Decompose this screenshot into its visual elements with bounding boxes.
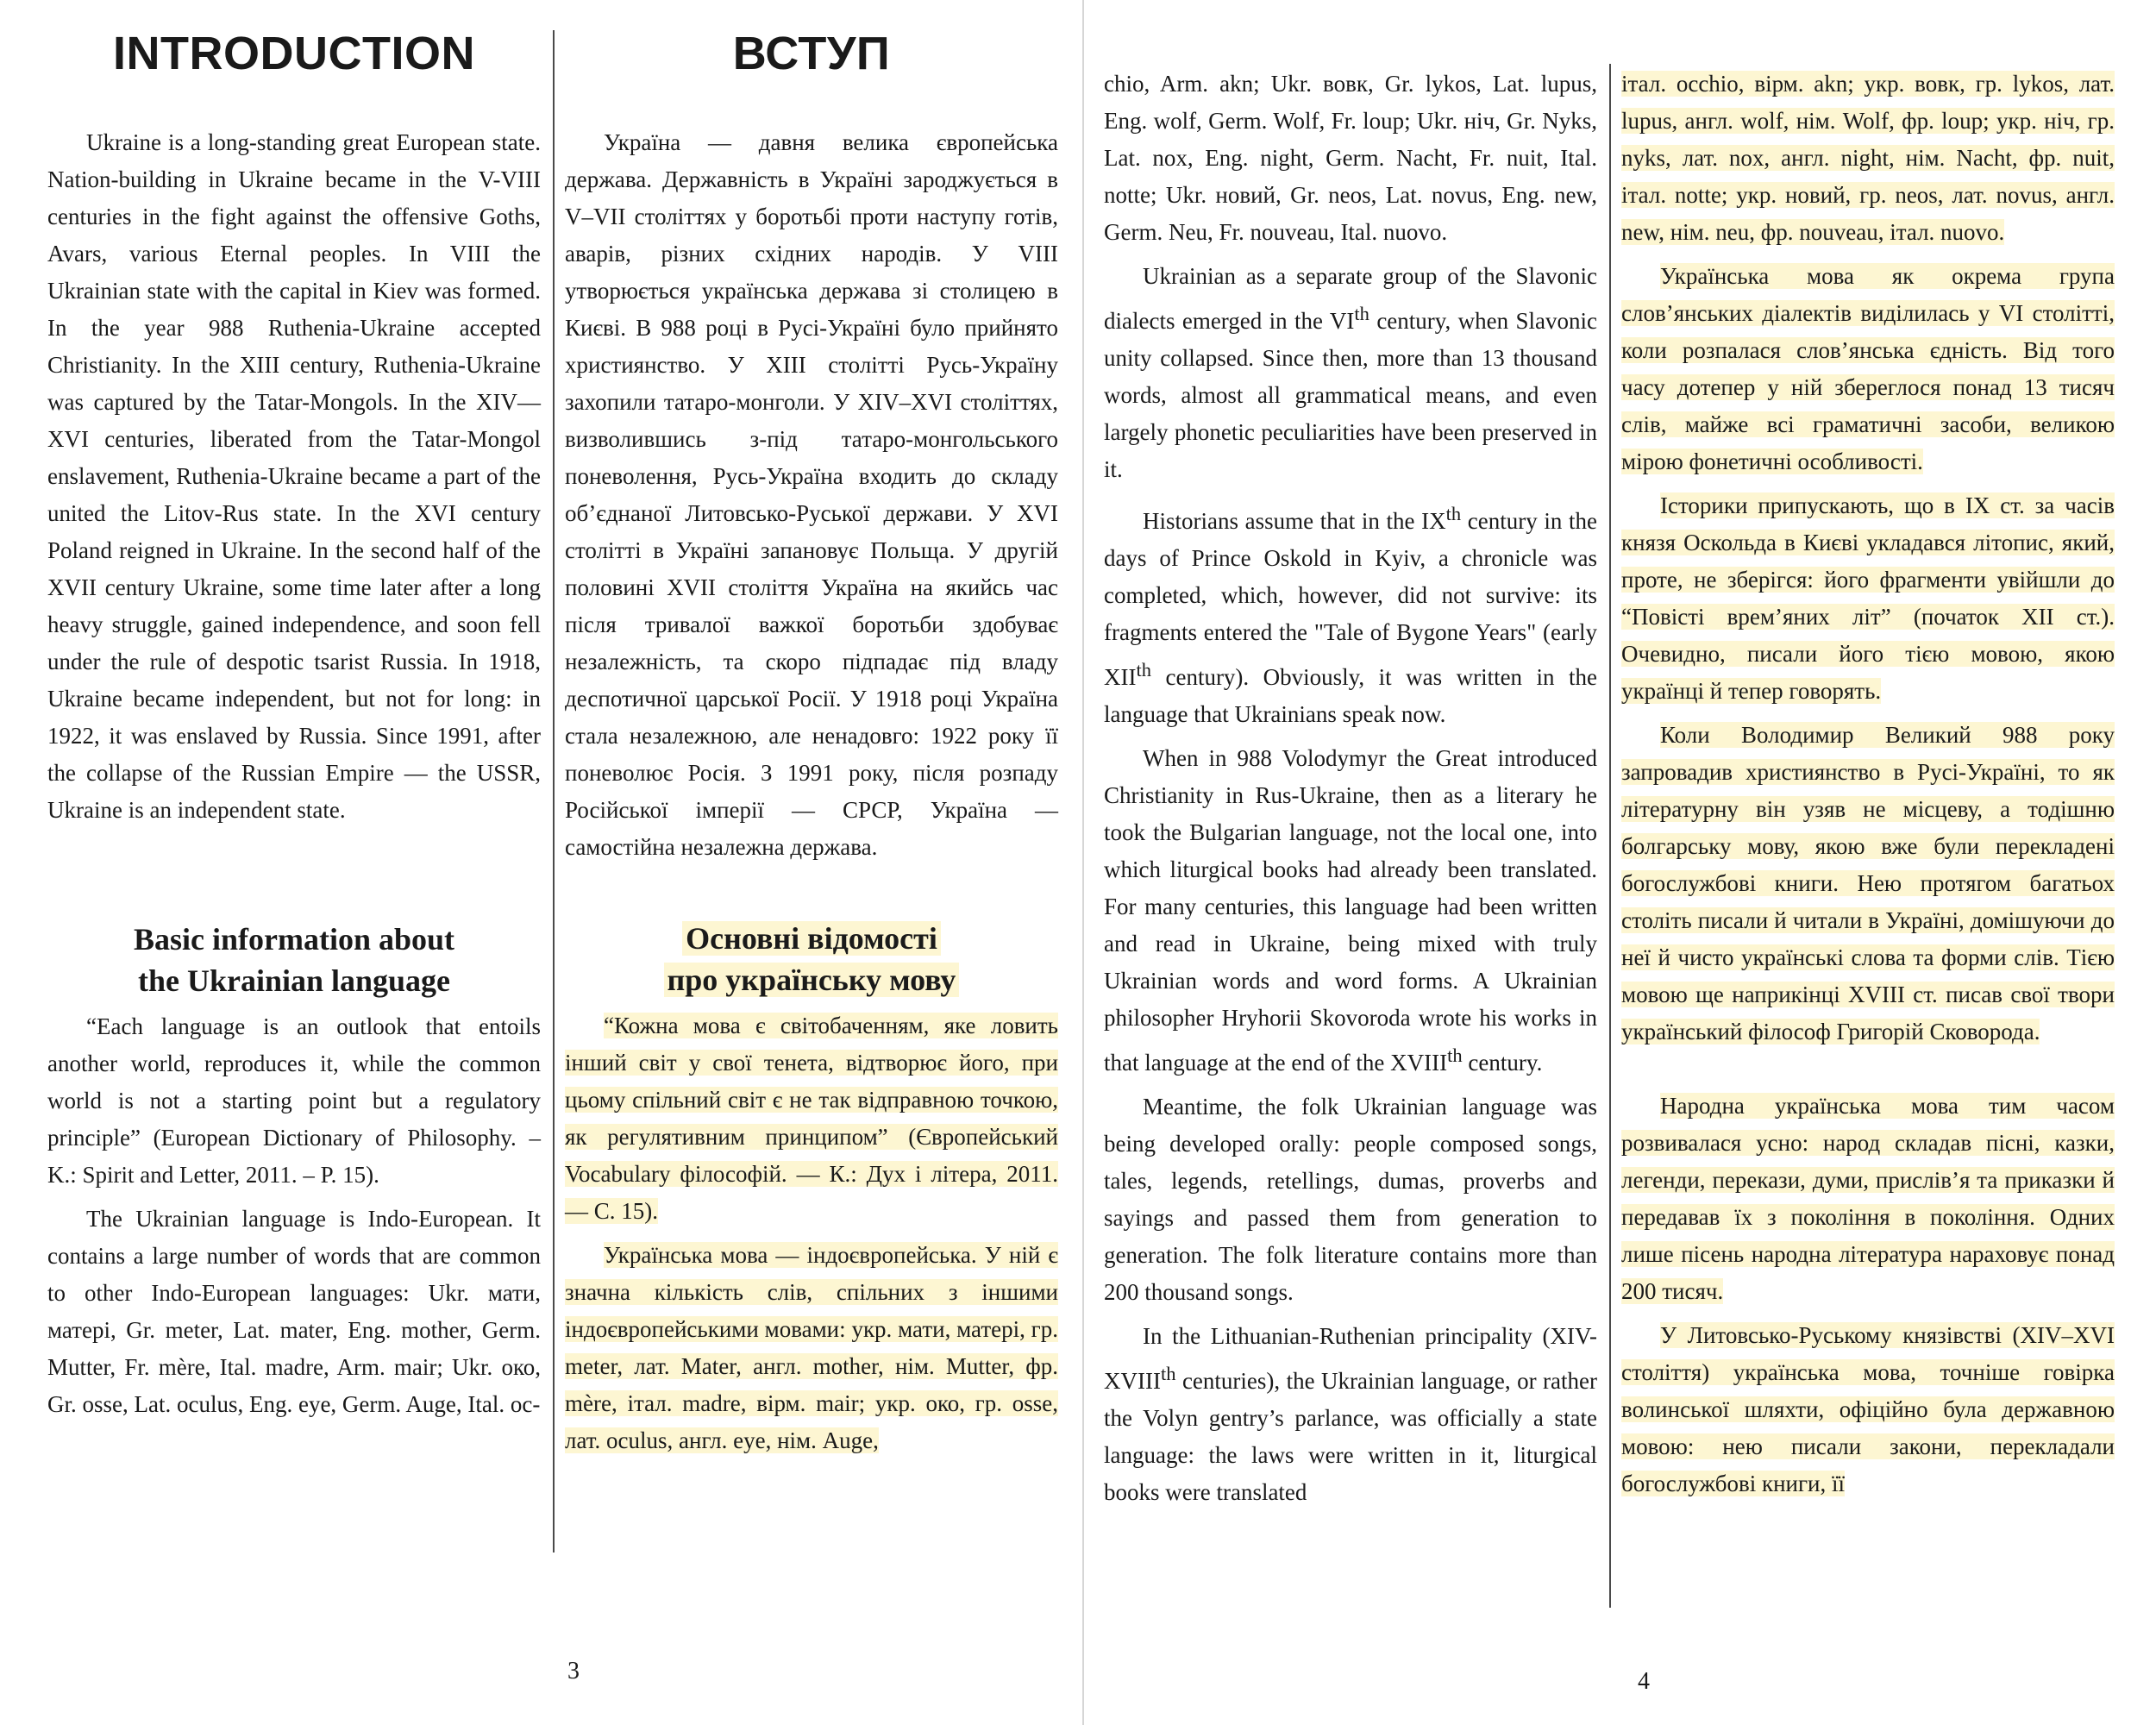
left-english-column	[47, 28, 541, 1423]
page-number-right: 4	[1638, 1668, 1650, 1695]
page-number-left: 3	[567, 1658, 580, 1684]
right-ukrainian-column	[1621, 66, 2115, 1502]
vstup-heading: ВСТУП	[732, 28, 891, 79]
slavonic-paragraph-uk: Українська мова як окрема група слов’янських діалектів виділилась у VI столітті, коли розпалася слов’янська єдність. Від того часу дотепер у ній збереглося понад 13 тисяч слів, майже всі граматичні засоби, великою мірою фонетичні особливості.	[1621, 263, 2115, 474]
quote-paragraph-uk: “Кожна мова є світобаченням, яке ловить інший світ у свої тенета, відтворює його, при цьому спільний світ є не так відправною точкою, як регулятивним принципом” (Європейський Vocabulary філософій. — К.: Дух і літера, 2011. — С. 15).	[565, 1013, 1058, 1224]
right-english-column	[1104, 66, 1597, 1511]
lithuanian-paragraph-en: In the Lithuanian-Ruthenian principality (XIV-XVIIIth centuries), the Ukrainian language, or rather the Volyn gentry’s parlance, was officially a state language: the laws were written in it, liturgical books were translated	[1104, 1323, 1597, 1505]
folk-paragraph-uk: Народна українська мова тим часом розвивалася усно: народ складав пісні, казки, легенди, перекази, думи, прислів’я та приказки й передавав їх з покоління в покоління. Одних лише пісень народна література нараховує понад 200 тисяч.	[1621, 1093, 2115, 1304]
book-spine	[1082, 0, 1084, 1725]
quote-paragraph-en: “Each language is an outlook that entoils another world, reproduces it, while the common world is not a starting point but a regulatory principle” (European Dictionary of Philosophy. – K.: Spirit and Letter, 2011. – P. 15).	[47, 1013, 541, 1188]
introduction-heading: INTRODUCTION	[113, 28, 475, 79]
section-heading-uk: Основні відомості про українську мову	[565, 918, 1058, 1000]
indo-european-paragraph-uk: Українська мова — індоєвропейська. У ній є значна кількість слів, спільних з іншими індоєвропейськими мовами: укр. мати, матері, гр. meter, лат. Mater, англ. mother, нім. Mutter, фр. mère, італ. madre, вірм. mair; укр. око, гр. osse, лат. oculus, англ. eye, нім. Auge,	[565, 1242, 1058, 1453]
continuation-paragraph-en: chio, Arm. akn; Ukr. вовк, Gr. lykos, Lat. lupus, Eng. wolf, Germ. Wolf, Fr. loup; Ukr. ніч, Gr. Nyks, Lat. nox, Eng. night, Germ. Nacht, Fr. nuit, Ital. notte; Ukr. новий, Gr. neos, Lat. novus, Eng. new, Germ. Neu, Fr. nouveau, Ital. nuovo.	[1104, 71, 1597, 245]
left-column-rule	[553, 30, 555, 1552]
right-column-rule	[1609, 64, 1611, 1608]
volodymyr-paragraph-uk: Коли Володимир Великий 988 року запровадив християнство в Русі-Україні, то як літературну він узяв не місцеву, а тодішню болгарську мову, якою вже були перекладені богослужбові книги. Нею протягом багатьох століть писали й читали в Україні, домішуючи до неї й чисто українські слова та форми слів. Тією мовою ще наприкінці XVIII ст. писав свої твори український філософ Григорій Сковорода.	[1621, 722, 2115, 1044]
right-page	[1085, 0, 2156, 1725]
intro-paragraph-en: Ukraine is a long-standing great European state. Nation-building in Ukraine became in the V-VIII centuries in the fight against the offensive Goths, Avars, various Eternal peoples. In VIII the Ukrainian state with the capital in Kiev was formed. In the year 988 Ruthenia-Ukraine accepted Christianity. In the XIII century, Ruthenia-Ukraine was captured by the Tatar-Mongols. In the XIV—XVI centuries, liberated from the Tatar-Mongol enslavement, Ruthenia-Ukraine became a part of the united the Litov-Rus state. In the XVI century Poland reigned in Ukraine. In the second half of the XVII century Ukraine, some time later after a long heavy struggle, gained independence, and soon fell under the rule of despotic tsarist Russia. In 1918, Ukraine became independent, but not for long: in 1922, it was enslaved by Russia. Since 1991, after the collapse of the Russian Empire — the USSR, Ukraine is an independent state.	[47, 129, 541, 823]
volodymyr-paragraph-en: When in 988 Volodymyr the Great introduced Christianity in Rus-Ukraine, then as a literary he took the Bulgarian language, not the local one, into which liturgical books had already been translated. For many centuries, this language had been written and read in Ukraine, being mixed with truly Ukrainian words and word forms. A Ukrainian philosopher Hryhorii Skovoroda wrote his works in that language at the end of the XVIIIth century.	[1104, 745, 1597, 1076]
intro-paragraph-uk: Україна — давня велика європейська держава. Державність в Україні зароджується в V–VII століттях у боротьбі проти наступу готів, аварів, різних східних народів. У VIII утворюється українська держава зі столицею в Києві. В 988 році в Русі-Україні було прийнято християнство. У XIII столітті Русь-Україну захопили татаро-монголи. У XIV–XVI століттях, визволившись з-під татаро-монгольського поневолення, Русь-Україна входить до складу об’єднаної Литовсько-Руської держави. У XVI столітті в Україні запановує Польща. У другій половині XVII століття Україна на якийсь час після тривалої важкої боротьби здобуває незалежність, та скоро підпадає під владу деспотичної царської Росії. У 1918 році Україна стала незалежною, але ненадовго: 1922 року її поневолює Росія. З 1991 року, після розпаду Російської імперії — СРСР, Україна — самостійна незалежна держава.	[565, 129, 1058, 860]
section-heading-en: Basic information about the Ukrainian language	[133, 922, 455, 998]
indo-european-paragraph-en: The Ukrainian language is Indo-European. It contains a large number of words that are common to other Indo-European languages: Ukr. мати, матері, Gr. meter, Lat. mater, Eng. mother, Germ. Mutter, Fr. mère, Ital. madre, Arm. mair; Ukr. око, Gr. osse, Lat. oculus, Eng. eye, Germ. Auge, Ital. oc-	[47, 1206, 541, 1417]
slavonic-paragraph-en: Ukrainian as a separate group of the Slavonic dialects emerged in the VIth century, when Slavonic unity collapsed. Since then, more than 13 thousand words, almost all grammatical means, and even largely phonetic peculiarities have been preserved in it.	[1104, 263, 1597, 482]
historians-paragraph-uk: Історики припускають, що в IX ст. за часів князя Оскольда в Києві укладався літопис, який, проте, не зберігся: його фрагменти увійшли до “Повісті врем’яних літ” (початок XII ст.). Очевидно, писали його тією мовою, якою українці й тепер говорять.	[1621, 492, 2115, 704]
historians-paragraph-en: Historians assume that in the IXth century in the days of Prince Oskold in Kyiv, a chronicle was completed, which, however, did not survive: its fragments entered the "Tale of Bygone Years" (early XIIth century). Obviously, it was written in the language that Ukrainians speak now.	[1104, 503, 1597, 727]
lithuanian-paragraph-uk: У Литовсько-Руському князівстві (XIV–XVI століття) українська мова, точніше говірка волинської шляхти, офіційно була державною мовою: нею писали закони, перекладали богослужбові книги, її	[1621, 1322, 2115, 1496]
left-ukrainian-column	[565, 28, 1058, 1459]
continuation-paragraph-uk: італ. occhio, вірм. akn; укр. вовк, гр. lykos, лат. lupus, англ. wolf, нім. Wolf, фр. loup; укр. ніч, гр. nyks, лат. nox, англ. night, нім. Nacht, фр. nuit, італ. notte; укр. новий, гр. neos, лат. novus, англ. new, нім. neu, фр. nouveau, італ. nuovo.	[1621, 71, 2115, 245]
folk-paragraph-en: Meantime, the folk Ukrainian language was being developed orally: people composed songs, tales, legends, retellings, dumas, proverbs and sayings and passed them from generation to generation. The folk literature contains more than 200 thousand songs.	[1104, 1094, 1597, 1305]
